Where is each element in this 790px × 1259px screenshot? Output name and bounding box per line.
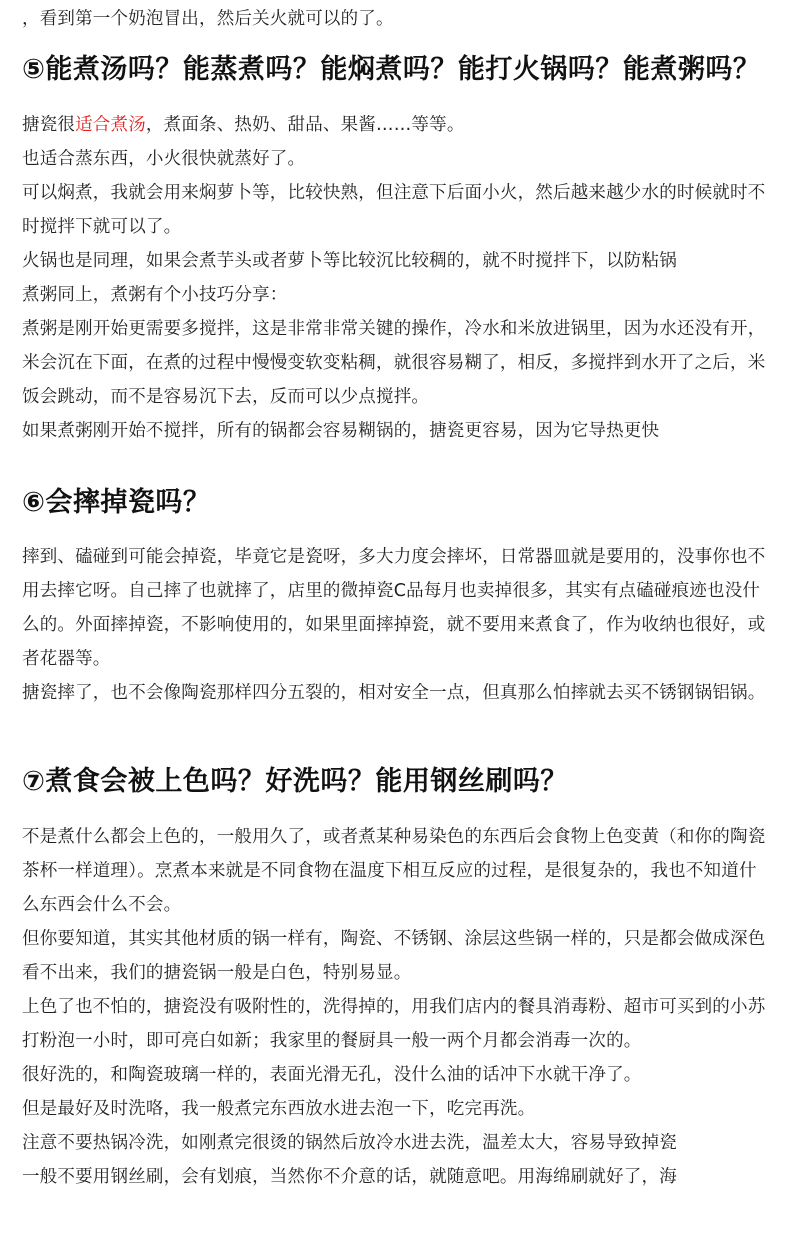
section-6-body (22, 540, 768, 710)
paragraph: 注意不要热锅冷洗，如刚煮完很烫的锅然后放冷水进去洗，温差太大，容易导致掉瓷 (22, 1133, 677, 1153)
paragraph: 如果煮粥刚开始不搅拌，所有的锅都会容易糊锅的，搪瓷更容易，因为它导热更快 (22, 421, 660, 441)
paragraph: 煮粥同上，煮粥有个小技巧分享： (22, 285, 288, 305)
paragraph: 也适合蒸东西，小火很快就蒸好了。 (22, 149, 306, 169)
paragraph: 但是最好及时洗咯，我一般煮完东西放水进去泡一下，吃完再洗。 (22, 1099, 536, 1119)
intro-text: ，看到第一个奶泡冒出，然后关火就可以的了。 (22, 9, 394, 29)
section-7-heading: ⑦煮食会被上色吗？好洗吗？能用钢丝刷吗？ (22, 766, 568, 797)
section-7-body (22, 820, 768, 1194)
paragraph: 很好洗的，和陶瓷玻璃一样的，表面光滑无孔，没什么油的话冲下水就干净了。 (22, 1065, 642, 1085)
section-6-heading: ⑥会摔掉瓷吗？ (22, 487, 211, 518)
section-5-body (22, 108, 768, 448)
section-5-heading: ⑤能煮汤吗？能蒸煮吗？能焖煮吗？能打火锅吗？能煮粥吗？ (22, 54, 761, 85)
paragraph: 煮粥是刚开始更需要多搅拌，这是非常非常关键的操作，冷水和米放进锅里，因为水还没有开，米会沉在下面，在煮的过程中慢慢变软变粘稠，就很容易糊了，相反，多搅拌到水开了之后，米饭会跳动，而不是容易沉下去，反而可以少点搅拌。 (22, 319, 766, 407)
paragraph: 火锅也是同理，如果会煮芋头或者萝卜等比较沉比较稠的，就不时搅拌下，以防粘锅 (22, 251, 677, 271)
paragraph: 但你要知道，其实其他材质的锅一样有，陶瓷、不锈钢、涂层这些锅一样的，只是都会做成深色看不出来，我们的搪瓷锅一般是白色，特别易显。 (22, 929, 766, 983)
text: 搪瓷很 (22, 115, 76, 135)
text: ，煮面条、热奶、甜品、果酱……等等。 (145, 115, 465, 135)
paragraph: 一般不要用钢丝刷，会有划痕，当然你不介意的话，就随意吧。用海绵刷就好了，海 (22, 1167, 677, 1187)
paragraph: 上色了也不怕的，搪瓷没有吸附性的，洗得掉的，用我们店内的餐具消毒粉、超市可买到的小苏打粉泡一小时，即可亮白如新；我家里的餐厨具一般一两个月都会消毒一次的。 (22, 997, 766, 1051)
paragraph: 可以焖煮，我就会用来焖萝卜等，比较快熟，但注意下后面小火，然后越来越少水的时候就时不时搅拌下就可以了。 (22, 183, 766, 237)
highlight-text: 适合煮汤 (75, 115, 146, 135)
paragraph: 不是煮什么都会上色的，一般用久了，或者煮某种易染色的东西后会食物上色变黄（和你的陶瓷茶杯一样道理）。烹煮本来就是不同食物在温度下相互反应的过程，是很复杂的，我也不知道什么东西会什么不会。 (22, 827, 766, 915)
paragraph: 摔到、磕碰到可能会掉瓷，毕竟它是瓷呀，多大力度会摔坏，日常器皿就是要用的，没事你也不用去摔它呀。自己摔了也就摔了，店里的微掉瓷C品每月也卖掉很多，其实有点磕碰痕迹也没什么的。外面摔掉瓷，不影响使用的，如果里面摔掉瓷，就不要用来煮食了，作为收纳也很好，或者花器等。 (22, 547, 766, 669)
paragraph (22, 108, 768, 142)
paragraph: 搪瓷摔了，也不会像陶瓷那样四分五裂的，相对安全一点，但真那么怕摔就去买不锈钢锅铝锅。 (22, 683, 766, 703)
